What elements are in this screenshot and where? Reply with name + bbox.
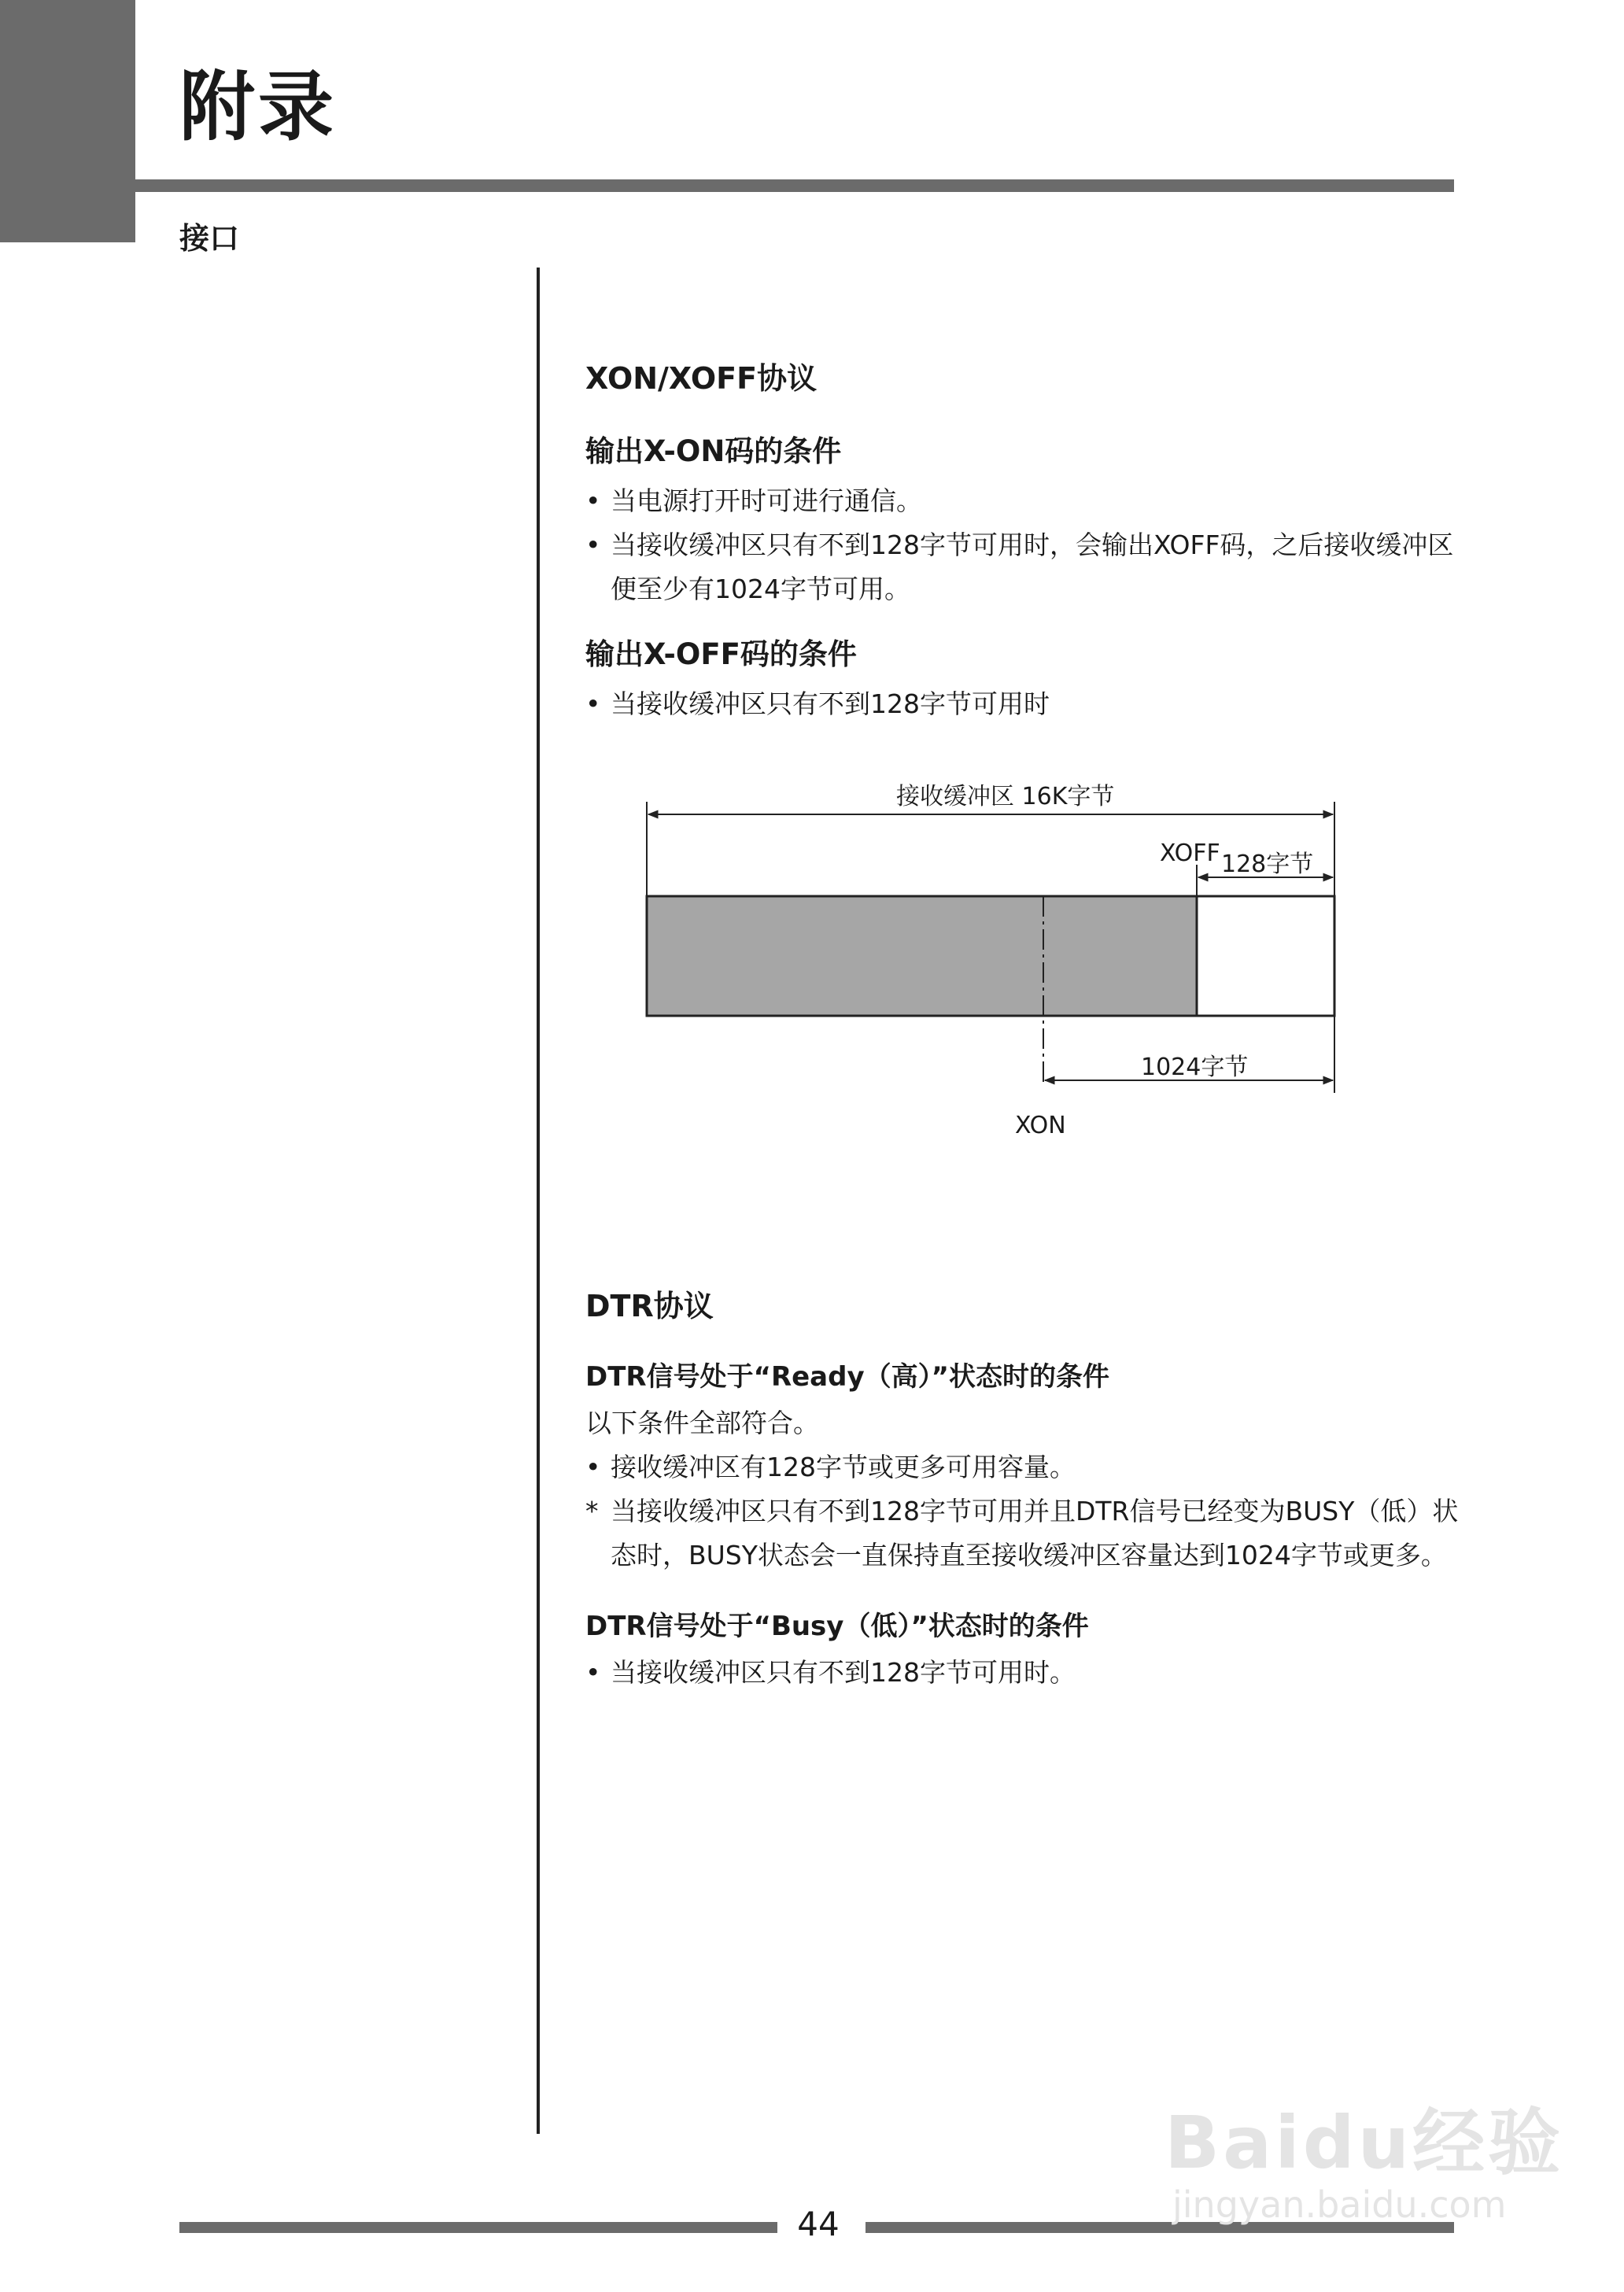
page-title: 附录 [179, 63, 337, 151]
chapter-tab [0, 0, 135, 242]
footer-rule-left [179, 2222, 777, 2233]
xoff-label: XOFF [1160, 840, 1220, 867]
xon-xoff-heading: XON/XOFF协议 [585, 361, 818, 396]
buffer-size-label: 接收缓冲区 16K字节 [896, 783, 1115, 810]
dtr-busy-heading: DTR信号处于“Busy（低）”状态时的条件 [585, 1611, 1089, 1642]
buffer-diagram [585, 755, 1459, 1258]
title-rule [135, 179, 1454, 192]
list-item: • 当接收缓冲区只有不到128字节可用时。 [585, 1651, 1459, 1695]
buffer-filled-region [647, 896, 1197, 1016]
watermark-url: jingyan.baidu.com [1172, 2183, 1507, 2226]
list-item: • 当接收缓冲区只有不到128字节可用时 [585, 682, 1459, 726]
bullet-mark: • [585, 1657, 601, 1688]
list-item: • 当电源打开时可进行通信。 [585, 479, 1459, 523]
note-mark: * [585, 1496, 599, 1526]
bullet-mark: • [585, 1452, 601, 1482]
list-item: • 当接收缓冲区只有不到128字节可用时，会输出XOFF码，之后接收缓冲区便至少有1024字节可用。 [585, 523, 1459, 611]
xoff-size-label: 128字节 [1221, 851, 1314, 878]
main-content [585, 354, 1459, 1695]
note-item: * 当接收缓冲区只有不到128字节可用并且DTR信号已经变为BUSY（低）状态时，BUSY状态会一直保持直至接收缓冲区容量达到1024字节或更多。 [585, 1489, 1459, 1578]
xon-size-label: 1024字节 [1141, 1054, 1249, 1081]
dtr-heading: DTR协议 [585, 1289, 714, 1323]
dtr-ready-intro: 以下条件全部符合。 [585, 1408, 819, 1438]
dtr-ready-heading: DTR信号处于“Ready（高）”状态时的条件 [585, 1361, 1109, 1393]
watermark-logo: Baidu经验 [1164, 2101, 1564, 2185]
section-subtitle: 接口 [179, 221, 240, 256]
xon-label: XON [1015, 1112, 1066, 1139]
page-number: 44 [797, 2205, 840, 2243]
buffer-diagram-graphic [585, 755, 1459, 1258]
bullet-mark: • [585, 688, 601, 719]
vertical-divider [537, 268, 540, 2134]
xoff-condition-heading: 输出X-OFF码的条件 [585, 637, 857, 671]
bullet-mark: • [585, 530, 601, 560]
bullet-mark: • [585, 485, 601, 516]
list-item: • 接收缓冲区有128字节或更多可用容量。 [585, 1445, 1459, 1489]
xon-condition-heading: 输出X-ON码的条件 [585, 434, 842, 468]
